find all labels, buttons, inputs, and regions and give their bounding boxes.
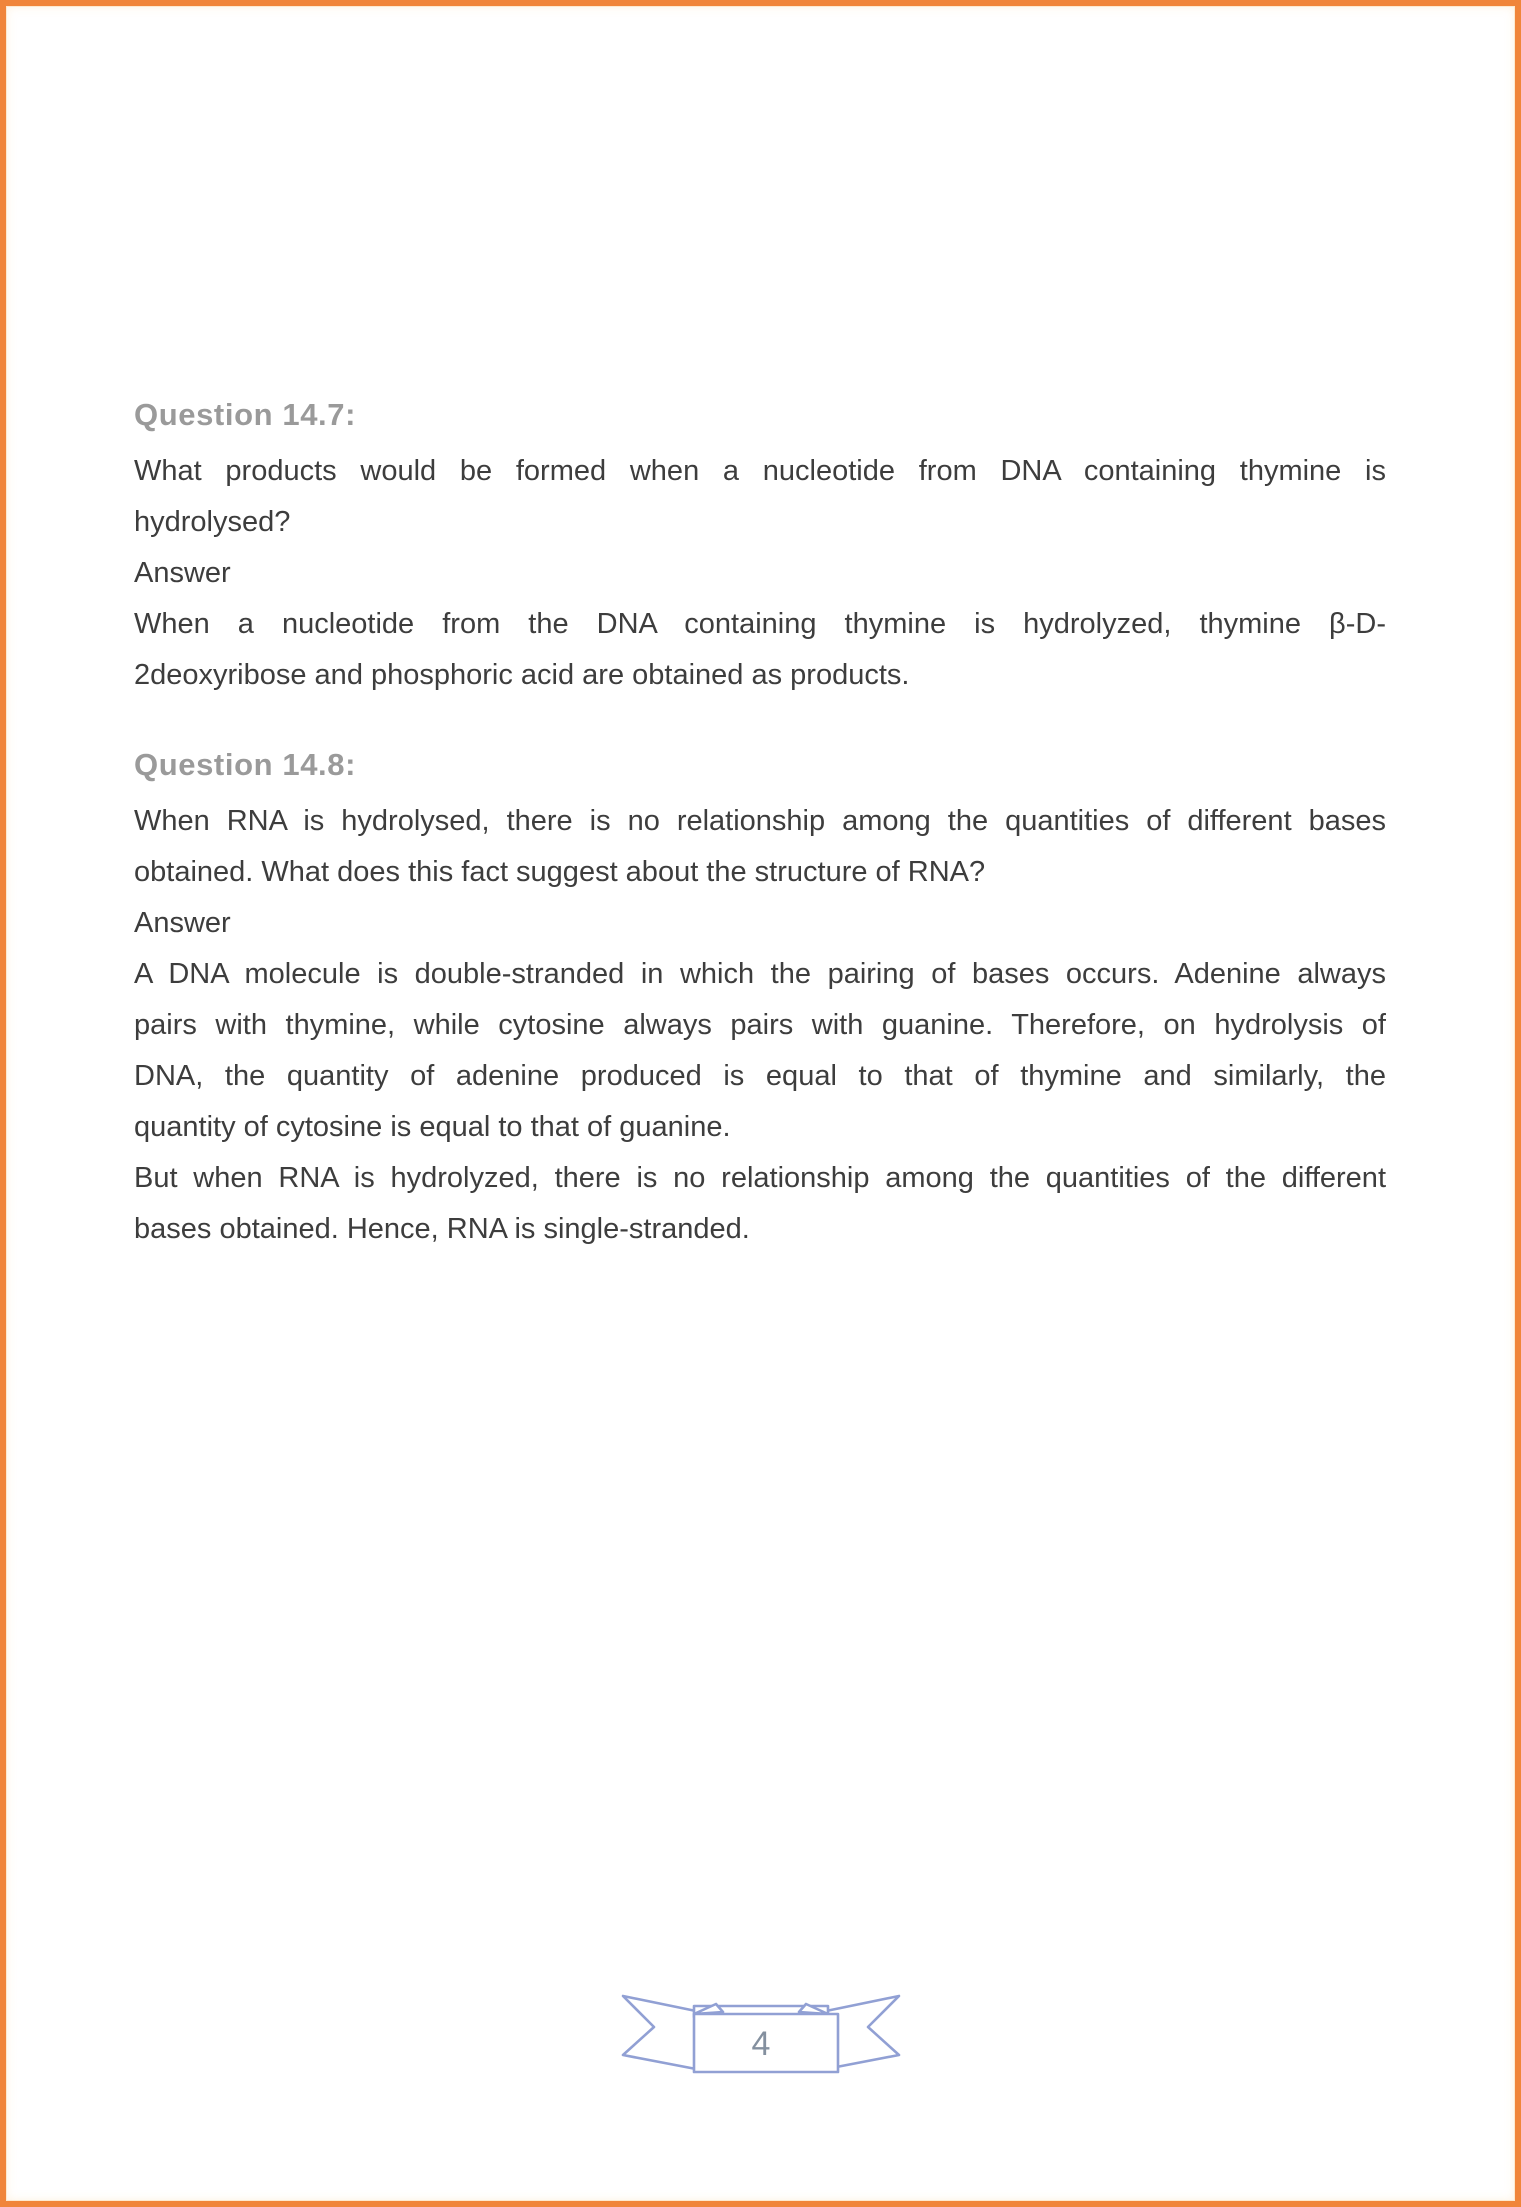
text-line: bases obtained. Hence, RNA is single-stranded.	[134, 1213, 750, 1245]
text-line: But when RNA is hydrolyzed, there is no relationship among the quantities of the different	[134, 1162, 1386, 1194]
answer-14-8-text-2	[134, 1153, 1386, 1255]
text-line: What products would be formed when a nucleotide from DNA containing thymine is	[134, 455, 1386, 487]
text-line: obtained. What does this fact suggest about the structure of RNA?	[134, 856, 986, 888]
page-number: 4	[751, 2025, 771, 2063]
question-14-7-text	[134, 446, 1386, 548]
answer-label: Answer	[134, 907, 231, 939]
document-content	[134, 6, 1386, 1255]
text-line: 2deoxyribose and phosphoric acid are obtained as products.	[134, 659, 910, 691]
text-line: pairs with thymine, while cytosine always pairs with guanine. Therefore, on hydrolysis of	[134, 1009, 1386, 1041]
text-line: When a nucleotide from the DNA containing thymine is hydrolyzed, thymine β-D-	[134, 608, 1386, 640]
answer-14-7-text	[134, 599, 1386, 701]
answer-label	[134, 548, 1386, 599]
answer-label	[134, 898, 1386, 949]
ribbon-left-wing	[623, 1996, 696, 2069]
answer-label: Answer	[134, 557, 231, 589]
question-14-8-text	[134, 796, 1386, 898]
page-number-ribbon	[607, 1983, 915, 2078]
question-heading: Question 14.7:	[134, 397, 357, 432]
text-line: DNA, the quantity of adenine produced is equal to that of thymine and similarly, the	[134, 1060, 1386, 1092]
question-heading: Question 14.8:	[134, 747, 357, 782]
answer-14-8-text-1	[134, 949, 1386, 1153]
text-line: A DNA molecule is double-stranded in which the pairing of bases occurs. Adenine always	[134, 958, 1386, 990]
text-line: When RNA is hydrolysed, there is no relationship among the quantities of different bases	[134, 805, 1386, 837]
text-line: hydrolysed?	[134, 506, 291, 538]
text-line: quantity of cytosine is equal to that of guanine.	[134, 1111, 731, 1143]
